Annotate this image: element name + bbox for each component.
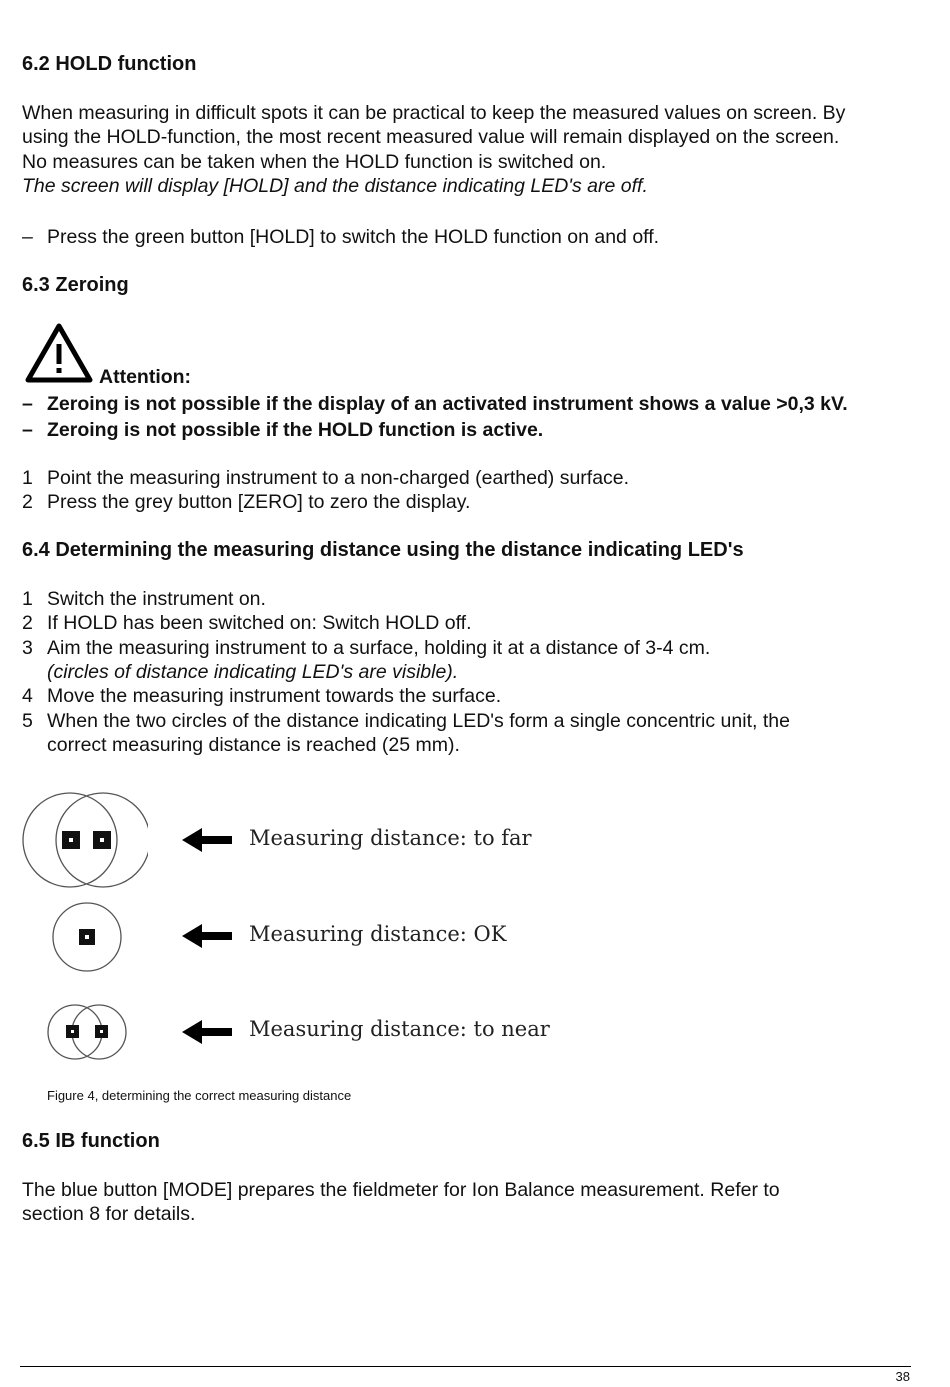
arrow-left-icon <box>182 826 234 854</box>
paragraph-line: section 8 for details. <box>22 1203 196 1226</box>
hold-italic-note: The screen will display [HOLD] and the distance indicating LED's are off. <box>22 174 648 197</box>
paragraph-line: When measuring in difficult spots it can be practical to keep the measured values on screen. By <box>22 102 846 124</box>
warning-text: Zeroing is not possible if the HOLD function is active. <box>47 419 544 441</box>
heading-measuring-distance: 6.4 Determining the measuring distance using the distance indicating LED's <box>22 539 744 561</box>
figure-label-too-near: Measuring distance: to near <box>249 1017 550 1041</box>
warning-text: Zeroing is not possible if the display of an activated instrument shows a value >0,3 kV. <box>47 393 848 415</box>
step-number: 5 <box>22 710 33 732</box>
step-text: correct measuring distance is reached (25 mm). <box>47 734 460 756</box>
step-number: 2 <box>22 491 33 513</box>
led-circles-too-far-icon <box>18 785 148 895</box>
step-text: When the two circles of the distance indicating LED's form a single concentric unit, the <box>47 710 790 732</box>
dash-marker: – <box>22 226 33 248</box>
footer-rule <box>20 1366 911 1367</box>
hold-paragraph <box>22 101 845 198</box>
step-number: 1 <box>22 467 33 489</box>
led-circles-too-near-icon <box>44 1002 130 1062</box>
page-number: 38 <box>895 1369 910 1384</box>
step-number: 4 <box>22 685 33 707</box>
heading-hold-function: 6.2 HOLD function <box>22 53 197 75</box>
led-circles-ok-icon <box>50 900 126 976</box>
attention-label: Attention: <box>99 366 192 388</box>
heading-ib-function: 6.5 IB function <box>22 1130 160 1152</box>
step-text: Point the measuring instrument to a non-charged (earthed) surface. <box>47 467 630 489</box>
heading-zeroing: 6.3 Zeroing <box>22 274 129 296</box>
arrow-left-icon <box>182 922 234 950</box>
step-text: Move the measuring instrument towards the surface. <box>47 685 502 707</box>
figure-label-too-far: Measuring distance: to far <box>249 826 532 850</box>
step-text: Aim the measuring instrument to a surface, holding it at a distance of 3-4 cm. <box>47 637 711 659</box>
step-number: 2 <box>22 612 33 634</box>
step-text: (circles of distance indicating LED's are visible). <box>47 661 459 683</box>
paragraph-line: No measures can be taken when the HOLD function is switched on. <box>22 150 607 173</box>
figure-label-ok: Measuring distance: OK <box>249 922 507 946</box>
paragraph-line: using the HOLD-function, the most recent measured value will remain displayed on the screen. <box>22 126 840 149</box>
bullet-text: Press the green button [HOLD] to switch the HOLD function on and off. <box>47 226 660 248</box>
step-number: 1 <box>22 588 33 610</box>
step-number: 3 <box>22 637 33 659</box>
warning-triangle-icon <box>24 322 94 384</box>
step-text: Switch the instrument on. <box>47 588 266 610</box>
paragraph-line: The blue button [MODE] prepares the fieldmeter for Ion Balance measurement. Refer to <box>22 1179 780 1201</box>
dash-marker: – <box>22 419 33 441</box>
dash-marker: – <box>22 393 33 415</box>
arrow-left-icon <box>182 1018 234 1046</box>
figure-caption: Figure 4, determining the correct measuring distance <box>47 1088 352 1103</box>
ib-paragraph <box>22 1178 780 1227</box>
step-text: If HOLD has been switched on: Switch HOLD off. <box>47 612 472 634</box>
step-text: Press the grey button [ZERO] to zero the display. <box>47 491 471 513</box>
